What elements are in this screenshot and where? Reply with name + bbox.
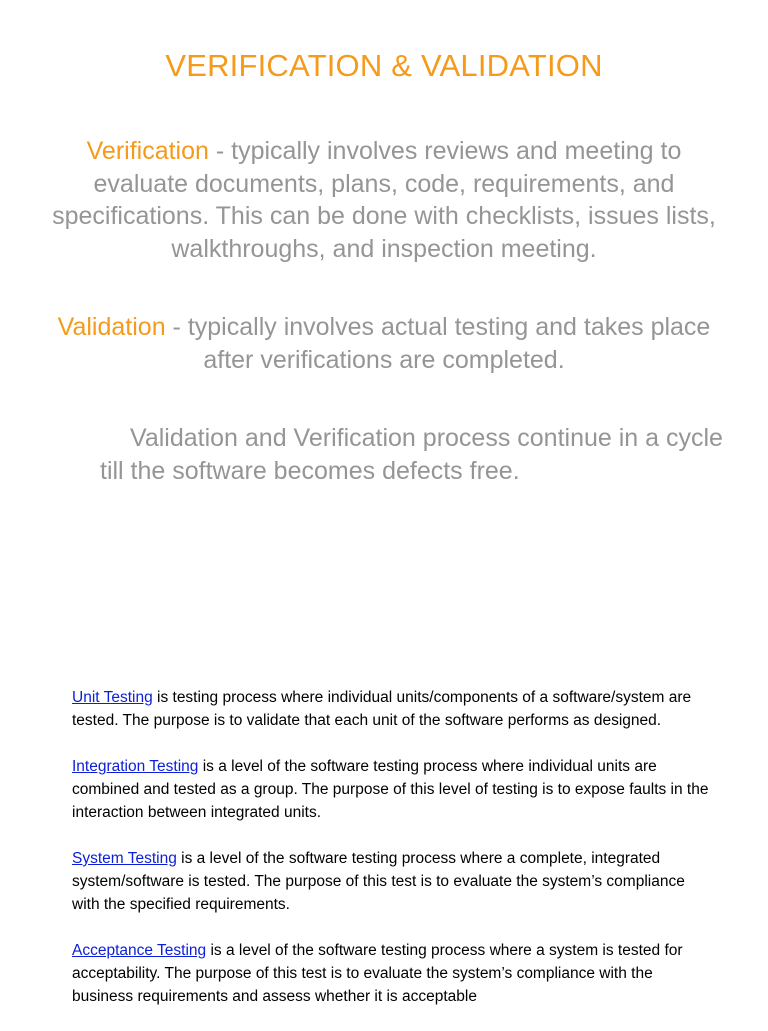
integration-testing-text: is a level of the software testing process where individual units are combined and tested as a group. The purpose of this level of testing is to expose faults in the interaction between integrated units. [72,758,709,821]
unit-testing-link[interactable]: Unit Testing [72,689,153,706]
note-unit-testing [72,686,712,732]
cycle-paragraph: Validation and Verification process continue in a cycle till the software becomes defects free. [100,424,723,485]
acceptance-testing-link[interactable]: Acceptance Testing [72,942,207,959]
validation-text: - typically involves actual testing and takes place after verifications are completed. [165,313,711,374]
notes-section [72,686,712,1031]
integration-testing-link[interactable]: Integration Testing [72,758,199,775]
system-testing-link[interactable]: System Testing [72,850,177,867]
note-integration-testing [72,755,712,824]
verification-paragraph [40,135,728,265]
validation-term: Validation [57,313,166,341]
system-testing-text: is a level of the software testing process where a complete, integrated system/software is tested. The purpose of this test is to evaluate the system’s compliance with the specified requirements. [72,850,685,913]
verification-text: - typically involves reviews and meeting to evaluate documents, plans, code, requirements, and specifications. This can be done with checklists, issues lists, walkthroughs, and inspection meeting. [52,137,716,263]
slide-title: VERIFICATION & VALIDATION [165,48,603,83]
note-acceptance-testing [72,939,712,1008]
note-system-testing [72,847,712,916]
acceptance-testing-text: is a level of the software testing process where a system is tested for acceptability. The purpose of this test is to evaluate the system’s compliance with the business requirements and assess whether it is acceptable [72,942,683,1005]
verification-term: Verification [86,137,209,165]
unit-testing-text: is testing process where individual units/components of a software/system are tested. The purpose is to validate that each unit of the software performs as designed. [72,689,692,729]
validation-paragraph [40,311,728,376]
